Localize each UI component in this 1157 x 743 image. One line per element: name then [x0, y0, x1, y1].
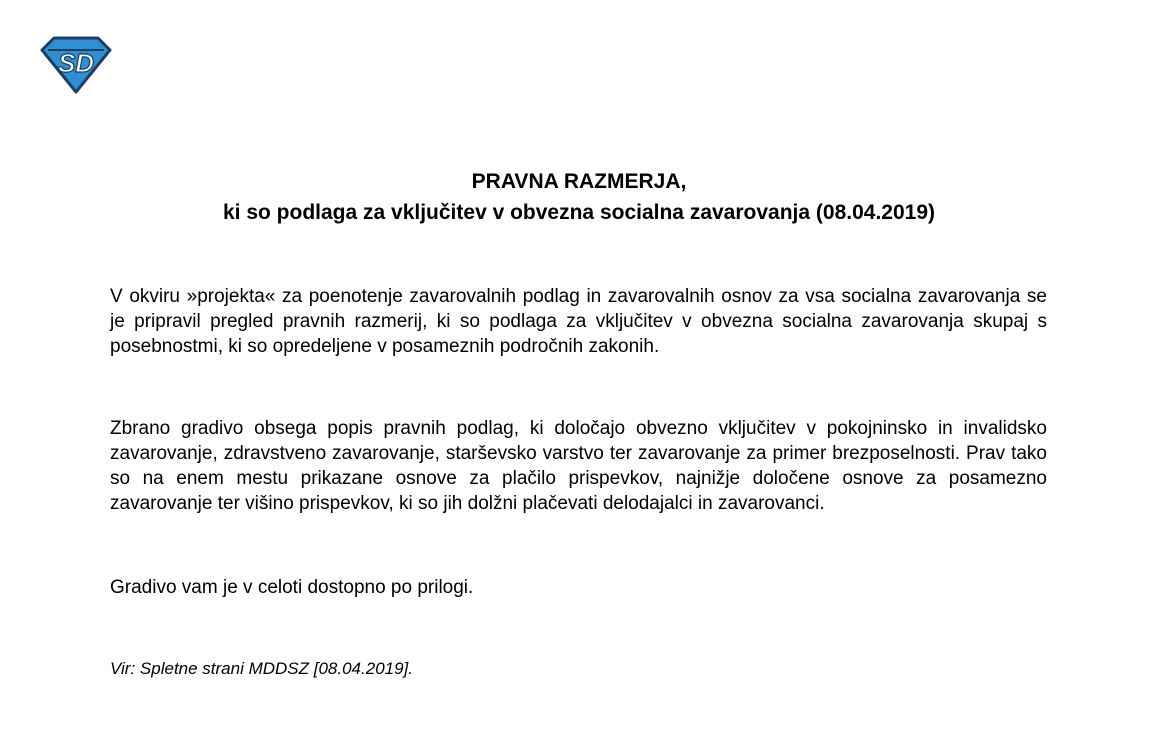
- shield-logo-icon: [40, 34, 112, 94]
- document-subtitle: ki so podlaga za vključitev v obvezna socialna zavarovanja (08.04.2019): [222, 201, 935, 224]
- document-title: PRAVNA RAZMERJA,: [471, 170, 687, 193]
- source-citation: Vir: Spletne strani MDDSZ [08.04.2019].: [110, 659, 414, 678]
- attachment-note: Gradivo vam je v celoti dostopno po prilogi.: [110, 577, 474, 598]
- intro-paragraph: V okviru »projekta« za poenotenje zavarovalnih podlag in zavarovalnih osnov za vsa socialna zavarovanja se je pripravil pregled pravnih razmerij, ki so podlaga za vključitev v obvezna socialna zavarovanja skupaj s posebnostmi, ki so opredeljene v posameznih področnih zakonih.: [110, 286, 1047, 357]
- company-logo: [40, 34, 112, 94]
- content-paragraph: Zbrano gradivo obsega popis pravnih podlag, ki določajo obvezno vključitev v pokojninsko in invalidsko zavarovanje, zdravstveno zavarovanje, starševsko varstvo ter zavarovanje za primer brezposelnosti. Prav tako so na enem mestu prikazane osnove za plačilo prispevkov, najnižje določene osnove za posamezno zavarovanje ter višino prispevkov, ki so jih dolžni plačevati delodajalci in zavarovanci.: [110, 418, 1047, 514]
- logo-text: SD: [57, 48, 95, 78]
